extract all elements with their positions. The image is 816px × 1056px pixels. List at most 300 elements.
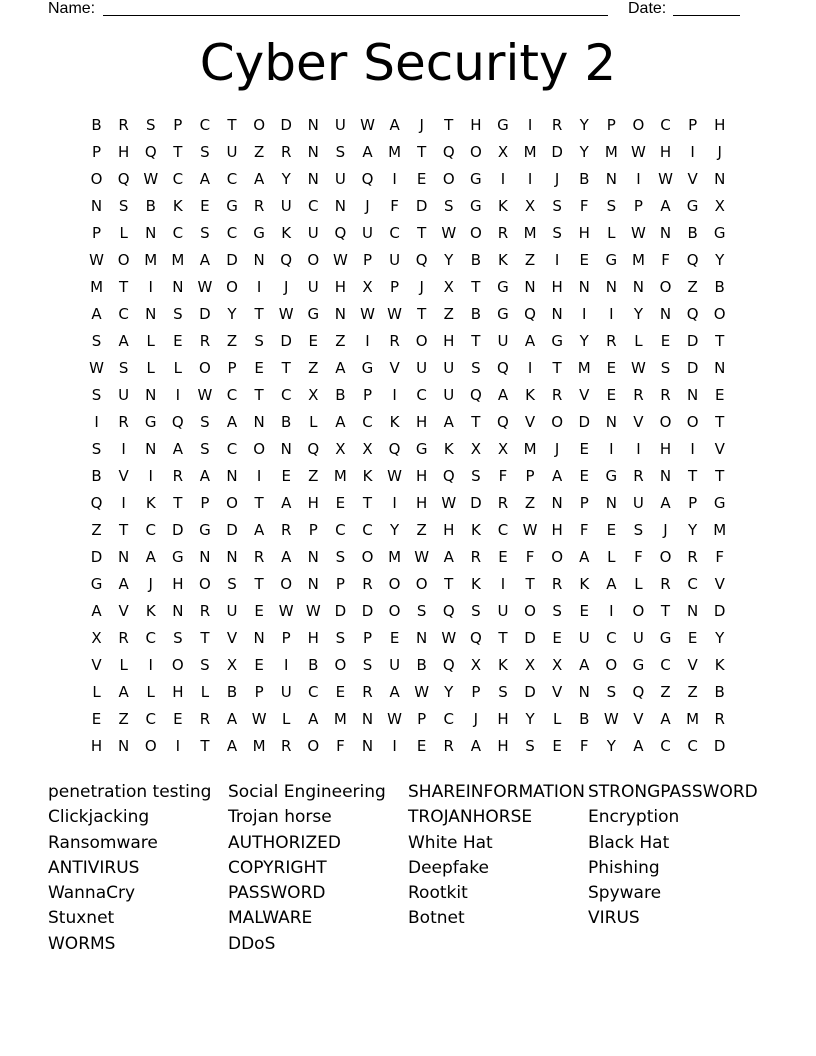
grid-letter: C <box>335 521 346 539</box>
grid-letter: A <box>281 494 292 512</box>
grid-letter: S <box>498 683 508 701</box>
grid-letter: I <box>609 602 614 620</box>
letter-grid <box>83 112 733 760</box>
grid-letter: R <box>118 116 129 134</box>
grid-letter: I <box>690 440 695 458</box>
grid-letter: A <box>91 602 102 620</box>
grid-letter: B <box>714 683 725 701</box>
grid-letter: J <box>419 116 424 134</box>
grid-letter: L <box>200 683 210 701</box>
grid-letter: T <box>254 494 264 512</box>
grid-letter: F <box>661 251 670 269</box>
grid-letter: B <box>308 656 319 674</box>
grid-letter: I <box>609 305 614 323</box>
grid-letter: Y <box>444 251 454 269</box>
grid-letter: N <box>253 629 265 647</box>
grid-letter: G <box>144 413 157 431</box>
grid-letter: U <box>443 386 455 404</box>
grid-letter: R <box>362 575 373 593</box>
grid-letter: Q <box>361 170 374 188</box>
word-list-item: VIRUS <box>588 908 640 929</box>
grid-letter: N <box>605 413 617 431</box>
grid-letter: B <box>714 278 725 296</box>
grid-letter: O <box>307 737 320 755</box>
grid-letter: U <box>497 332 509 350</box>
grid-letter: T <box>200 629 210 647</box>
grid-letter: I <box>392 737 397 755</box>
grid-letter: A <box>308 710 319 728</box>
grid-letter: O <box>632 116 645 134</box>
grid-letter: A <box>497 386 509 404</box>
grid-letter: V <box>389 359 400 377</box>
grid-letter: S <box>173 629 183 647</box>
grid-letter: R <box>280 737 292 755</box>
grid-letter: Z <box>524 494 536 512</box>
grid-letter: O <box>334 656 347 674</box>
grid-letter: Z <box>687 278 698 296</box>
grid-letter: E <box>416 737 427 755</box>
grid-letter: V <box>579 386 590 404</box>
grid-letter: O <box>199 575 211 593</box>
grid-letter: E <box>606 386 617 404</box>
grid-letter: U <box>578 629 590 647</box>
grid-letter: Q <box>497 413 509 431</box>
grid-letter: A <box>579 656 590 674</box>
grid-letter: T <box>417 305 427 323</box>
grid-letter: T <box>254 575 264 593</box>
grid-letter: A <box>118 332 129 350</box>
grid-letter: D <box>686 359 699 377</box>
grid-letter: A <box>91 305 102 323</box>
grid-letter: G <box>632 656 645 674</box>
grid-letter: L <box>634 575 643 593</box>
name-label: Name: <box>48 0 96 17</box>
word-list-item: Encryption <box>588 807 680 828</box>
grid-letter: M <box>604 143 618 161</box>
grid-letter: W <box>143 170 159 188</box>
grid-letter: G <box>199 521 211 539</box>
grid-letter: O <box>469 143 482 161</box>
grid-letter: K <box>498 251 508 269</box>
grid-letter: J <box>554 440 560 458</box>
grid-letter: Q <box>469 629 482 647</box>
grid-letter: A <box>524 332 536 350</box>
grid-letter: X <box>470 440 481 458</box>
grid-letter: G <box>659 629 672 647</box>
grid-letter: C <box>118 305 129 323</box>
grid-letter: D <box>713 602 726 620</box>
grid-letter: V <box>714 575 725 593</box>
grid-letter: X <box>497 440 509 458</box>
grid-letter: O <box>171 656 184 674</box>
grid-letter: F <box>579 737 589 755</box>
grid-letter: H <box>172 575 184 593</box>
grid-letter: N <box>714 170 726 188</box>
grid-letter: D <box>199 305 211 323</box>
grid-letter: H <box>714 116 726 134</box>
grid-letter: Q <box>415 251 428 269</box>
grid-letter: S <box>335 629 346 647</box>
grid-letter: X <box>714 197 725 215</box>
grid-letter: H <box>90 737 103 755</box>
grid-letter: T <box>471 278 481 296</box>
grid-letter: P <box>471 683 481 701</box>
grid-letter: N <box>714 359 726 377</box>
grid-letter: U <box>497 602 509 620</box>
grid-letter: T <box>119 521 129 539</box>
grid-letter: T <box>444 116 454 134</box>
grid-letter: R <box>660 386 671 404</box>
grid-letter: C <box>389 224 400 242</box>
grid-letter: W <box>387 710 402 728</box>
grid-letter: R <box>389 332 400 350</box>
grid-letter: E <box>308 332 319 350</box>
grid-letter: S <box>200 440 210 458</box>
grid-letter: V <box>226 629 238 647</box>
date-label: Date: <box>628 0 667 17</box>
grid-letter: I <box>175 386 181 404</box>
grid-letter: N <box>280 440 292 458</box>
grid-letter: E <box>254 602 264 620</box>
grid-letter: E <box>335 683 346 701</box>
grid-letter: R <box>443 737 454 755</box>
grid-letter: C <box>226 170 238 188</box>
grid-letter: X <box>443 278 454 296</box>
grid-letter: A <box>660 197 671 215</box>
grid-letter: O <box>199 359 211 377</box>
grid-letter: R <box>280 521 292 539</box>
grid-letter: O <box>551 548 564 566</box>
grid-letter: I <box>636 170 641 188</box>
grid-letter: E <box>389 629 400 647</box>
grid-letter: I <box>175 737 181 755</box>
grid-letter: Z <box>660 683 671 701</box>
grid-letter: Q <box>497 359 509 377</box>
grid-letter: R <box>253 197 265 215</box>
grid-letter: Q <box>144 143 157 161</box>
grid-letter: P <box>308 521 318 539</box>
grid-letter: G <box>361 359 374 377</box>
name-field[interactable] <box>103 0 608 16</box>
grid-letter: H <box>334 278 347 296</box>
grid-letter: E <box>579 467 589 485</box>
grid-letter: N <box>632 278 645 296</box>
grid-letter: U <box>118 386 130 404</box>
grid-letter: A <box>118 575 129 593</box>
grid-letter: B <box>470 251 481 269</box>
grid-letter: H <box>307 494 319 512</box>
grid-letter: R <box>551 575 563 593</box>
grid-letter: N <box>253 251 265 269</box>
grid-letter: E <box>579 251 589 269</box>
grid-letter: H <box>497 737 509 755</box>
grid-letter: D <box>551 143 563 161</box>
grid-letter: X <box>497 143 509 161</box>
grid-letter: P <box>92 143 102 161</box>
grid-letter: U <box>389 251 401 269</box>
grid-letter: I <box>365 332 370 350</box>
grid-letter: W <box>197 386 213 404</box>
grid-letter: R <box>470 548 482 566</box>
word-list-item: Ransomware <box>48 832 158 853</box>
grid-letter: W <box>278 305 294 323</box>
grid-letter: A <box>606 575 617 593</box>
grid-letter: U <box>389 656 401 674</box>
grid-letter: O <box>442 170 455 188</box>
grid-letter: M <box>90 278 104 296</box>
grid-letter: P <box>281 629 291 647</box>
grid-letter: H <box>416 467 428 485</box>
grid-letter: F <box>634 548 643 566</box>
grid-letter: C <box>308 197 319 215</box>
grid-letter: X <box>552 656 563 674</box>
grid-letter: Q <box>334 224 347 242</box>
grid-letter: H <box>443 332 455 350</box>
grid-letter: I <box>392 494 397 512</box>
grid-letter: E <box>552 737 562 755</box>
grid-letter: G <box>497 305 509 323</box>
grid-letter: L <box>92 683 101 701</box>
grid-letter: A <box>199 170 211 188</box>
grid-letter: A <box>389 683 400 701</box>
grid-letter: S <box>254 332 264 350</box>
grid-letter: R <box>118 629 129 647</box>
grid-letter: I <box>392 386 397 404</box>
grid-letter: S <box>145 116 156 134</box>
grid-letter: W <box>414 548 430 566</box>
grid-letter: N <box>307 548 319 566</box>
grid-letter: R <box>633 386 644 404</box>
word-list-item: Botnet <box>408 908 465 929</box>
grid-letter: Q <box>442 143 455 161</box>
grid-letter: Z <box>226 332 238 350</box>
grid-letter: N <box>226 467 238 485</box>
grid-letter: A <box>443 413 454 431</box>
grid-letter: K <box>579 575 590 593</box>
word-list-item: ANTIVIRUS <box>48 857 140 878</box>
grid-letter: Y <box>281 170 291 188</box>
grid-letter: G <box>470 197 482 215</box>
grid-letter: G <box>605 251 618 269</box>
grid-letter: P <box>227 359 237 377</box>
grid-letter: C <box>687 575 698 593</box>
grid-letter: P <box>92 224 102 242</box>
grid-letter: T <box>254 386 264 404</box>
grid-letter: N <box>145 224 157 242</box>
grid-letter: K <box>145 602 156 620</box>
grid-letter: P <box>362 386 372 404</box>
grid-letter: S <box>444 197 454 215</box>
grid-letter: Z <box>118 710 129 728</box>
grid-letter: O <box>551 413 564 431</box>
grid-letter: N <box>578 278 590 296</box>
grid-letter: R <box>118 413 129 431</box>
grid-letter: P <box>335 575 345 593</box>
grid-letter: P <box>417 710 427 728</box>
grid-letter: N <box>605 170 617 188</box>
grid-letter: L <box>282 710 291 728</box>
grid-letter: B <box>687 224 698 242</box>
grid-letter: F <box>336 737 345 755</box>
grid-letter: E <box>687 629 698 647</box>
grid-letter: W <box>522 521 538 539</box>
grid-letter: S <box>606 197 617 215</box>
grid-letter: I <box>256 467 262 485</box>
grid-letter: R <box>497 494 509 512</box>
grid-letter: S <box>118 197 129 215</box>
grid-letter: N <box>605 278 617 296</box>
grid-letter: X <box>91 629 102 647</box>
grid-letter: C <box>280 386 292 404</box>
grid-letter: A <box>199 467 211 485</box>
grid-letter: E <box>281 467 291 485</box>
grid-letter: M <box>523 224 537 242</box>
grid-letter: Q <box>524 305 536 323</box>
grid-letter: Y <box>444 683 454 701</box>
grid-letter: C <box>362 413 373 431</box>
grid-letter: I <box>527 170 533 188</box>
grid-letter: T <box>715 332 725 350</box>
grid-letter: S <box>200 656 210 674</box>
grid-letter: I <box>554 251 560 269</box>
grid-letter: B <box>91 467 102 485</box>
grid-letter: J <box>663 521 668 539</box>
grid-letter: N <box>307 116 319 134</box>
grid-letter: K <box>498 656 508 674</box>
grid-letter: H <box>497 710 509 728</box>
grid-letter: F <box>579 521 589 539</box>
grid-letter: D <box>713 737 726 755</box>
grid-letter: C <box>362 521 373 539</box>
grid-letter: A <box>362 143 373 161</box>
grid-letter: X <box>308 386 319 404</box>
grid-letter: C <box>172 170 184 188</box>
grid-letter: Q <box>686 305 699 323</box>
grid-letter: K <box>498 197 508 215</box>
grid-letter: E <box>714 386 725 404</box>
grid-letter: C <box>226 440 238 458</box>
grid-letter: R <box>687 548 698 566</box>
grid-letter: V <box>633 413 644 431</box>
grid-letter: Q <box>442 467 455 485</box>
word-list-item: MALWARE <box>228 908 313 929</box>
grid-letter: P <box>688 116 698 134</box>
word-list-item: Rootkit <box>408 883 468 904</box>
grid-letter: A <box>552 467 563 485</box>
grid-letter: C <box>443 710 454 728</box>
grid-letter: P <box>525 467 535 485</box>
grid-letter: N <box>659 224 672 242</box>
grid-letter: V <box>91 656 102 674</box>
grid-letter: M <box>388 548 402 566</box>
grid-letter: C <box>145 629 156 647</box>
grid-letter: R <box>551 116 563 134</box>
grid-letter: A <box>579 548 590 566</box>
word-list-item: Social Engineering <box>228 782 386 802</box>
grid-letter: R <box>660 575 671 593</box>
grid-letter: P <box>254 683 264 701</box>
grid-letter: Q <box>442 656 455 674</box>
grid-letter: Y <box>688 521 698 539</box>
grid-letter: Y <box>606 737 616 755</box>
grid-letter: T <box>200 737 210 755</box>
grid-letter: A <box>199 251 211 269</box>
grid-letter: I <box>148 278 153 296</box>
grid-letter: B <box>91 116 102 134</box>
grid-letter: R <box>633 467 644 485</box>
grid-letter: Y <box>715 629 725 647</box>
grid-letter: T <box>498 629 508 647</box>
grid-letter: O <box>659 413 672 431</box>
grid-letter: R <box>199 602 211 620</box>
grid-letter: C <box>660 737 671 755</box>
grid-letter: X <box>470 656 481 674</box>
grid-letter: L <box>119 224 128 242</box>
grid-letter: A <box>226 710 238 728</box>
grid-letter: A <box>660 710 671 728</box>
grid-letter: U <box>334 116 346 134</box>
grid-letter: O <box>307 251 320 269</box>
grid-letter: T <box>471 332 481 350</box>
grid-letter: A <box>281 548 292 566</box>
date-field[interactable] <box>673 0 740 16</box>
grid-letter: G <box>172 548 184 566</box>
grid-letter: Z <box>91 521 102 539</box>
grid-letter: X <box>362 278 373 296</box>
grid-letter: B <box>335 386 346 404</box>
grid-letter: L <box>146 332 155 350</box>
grid-letter: S <box>606 683 617 701</box>
grid-letter: A <box>172 440 183 458</box>
grid-letter: M <box>333 710 347 728</box>
grid-letter: H <box>659 143 672 161</box>
grid-letter: C <box>660 656 671 674</box>
grid-letter: N <box>145 386 157 404</box>
grid-letter: A <box>389 116 400 134</box>
grid-letter: E <box>91 710 102 728</box>
grid-letter: P <box>688 494 698 512</box>
grid-letter: I <box>121 494 126 512</box>
grid-letter: P <box>200 494 210 512</box>
word-list-item: COPYRIGHT <box>228 857 327 878</box>
grid-letter: G <box>686 197 699 215</box>
grid-letter: D <box>686 332 699 350</box>
grid-letter: D <box>361 602 374 620</box>
grid-letter: C <box>172 224 184 242</box>
grid-letter: G <box>470 170 482 188</box>
grid-letter: H <box>578 224 590 242</box>
grid-letter: Y <box>715 251 725 269</box>
grid-letter: W <box>631 143 646 161</box>
grid-letter: W <box>89 251 104 269</box>
grid-letter: O <box>659 278 672 296</box>
grid-letter: E <box>606 521 617 539</box>
grid-letter: Z <box>308 359 319 377</box>
grid-letter: P <box>606 116 616 134</box>
grid-letter: R <box>497 224 509 242</box>
word-list-item: SHAREINFORMATION <box>408 782 585 802</box>
grid-letter: N <box>361 737 374 755</box>
grid-letter: L <box>634 332 643 350</box>
grid-letter: T <box>173 494 183 512</box>
grid-letter: C <box>497 521 509 539</box>
grid-letter: A <box>226 413 238 431</box>
grid-letter: M <box>333 467 347 485</box>
grid-letter: S <box>416 602 427 620</box>
grid-letter: G <box>497 278 509 296</box>
grid-letter: M <box>171 251 185 269</box>
grid-letter: U <box>443 359 455 377</box>
